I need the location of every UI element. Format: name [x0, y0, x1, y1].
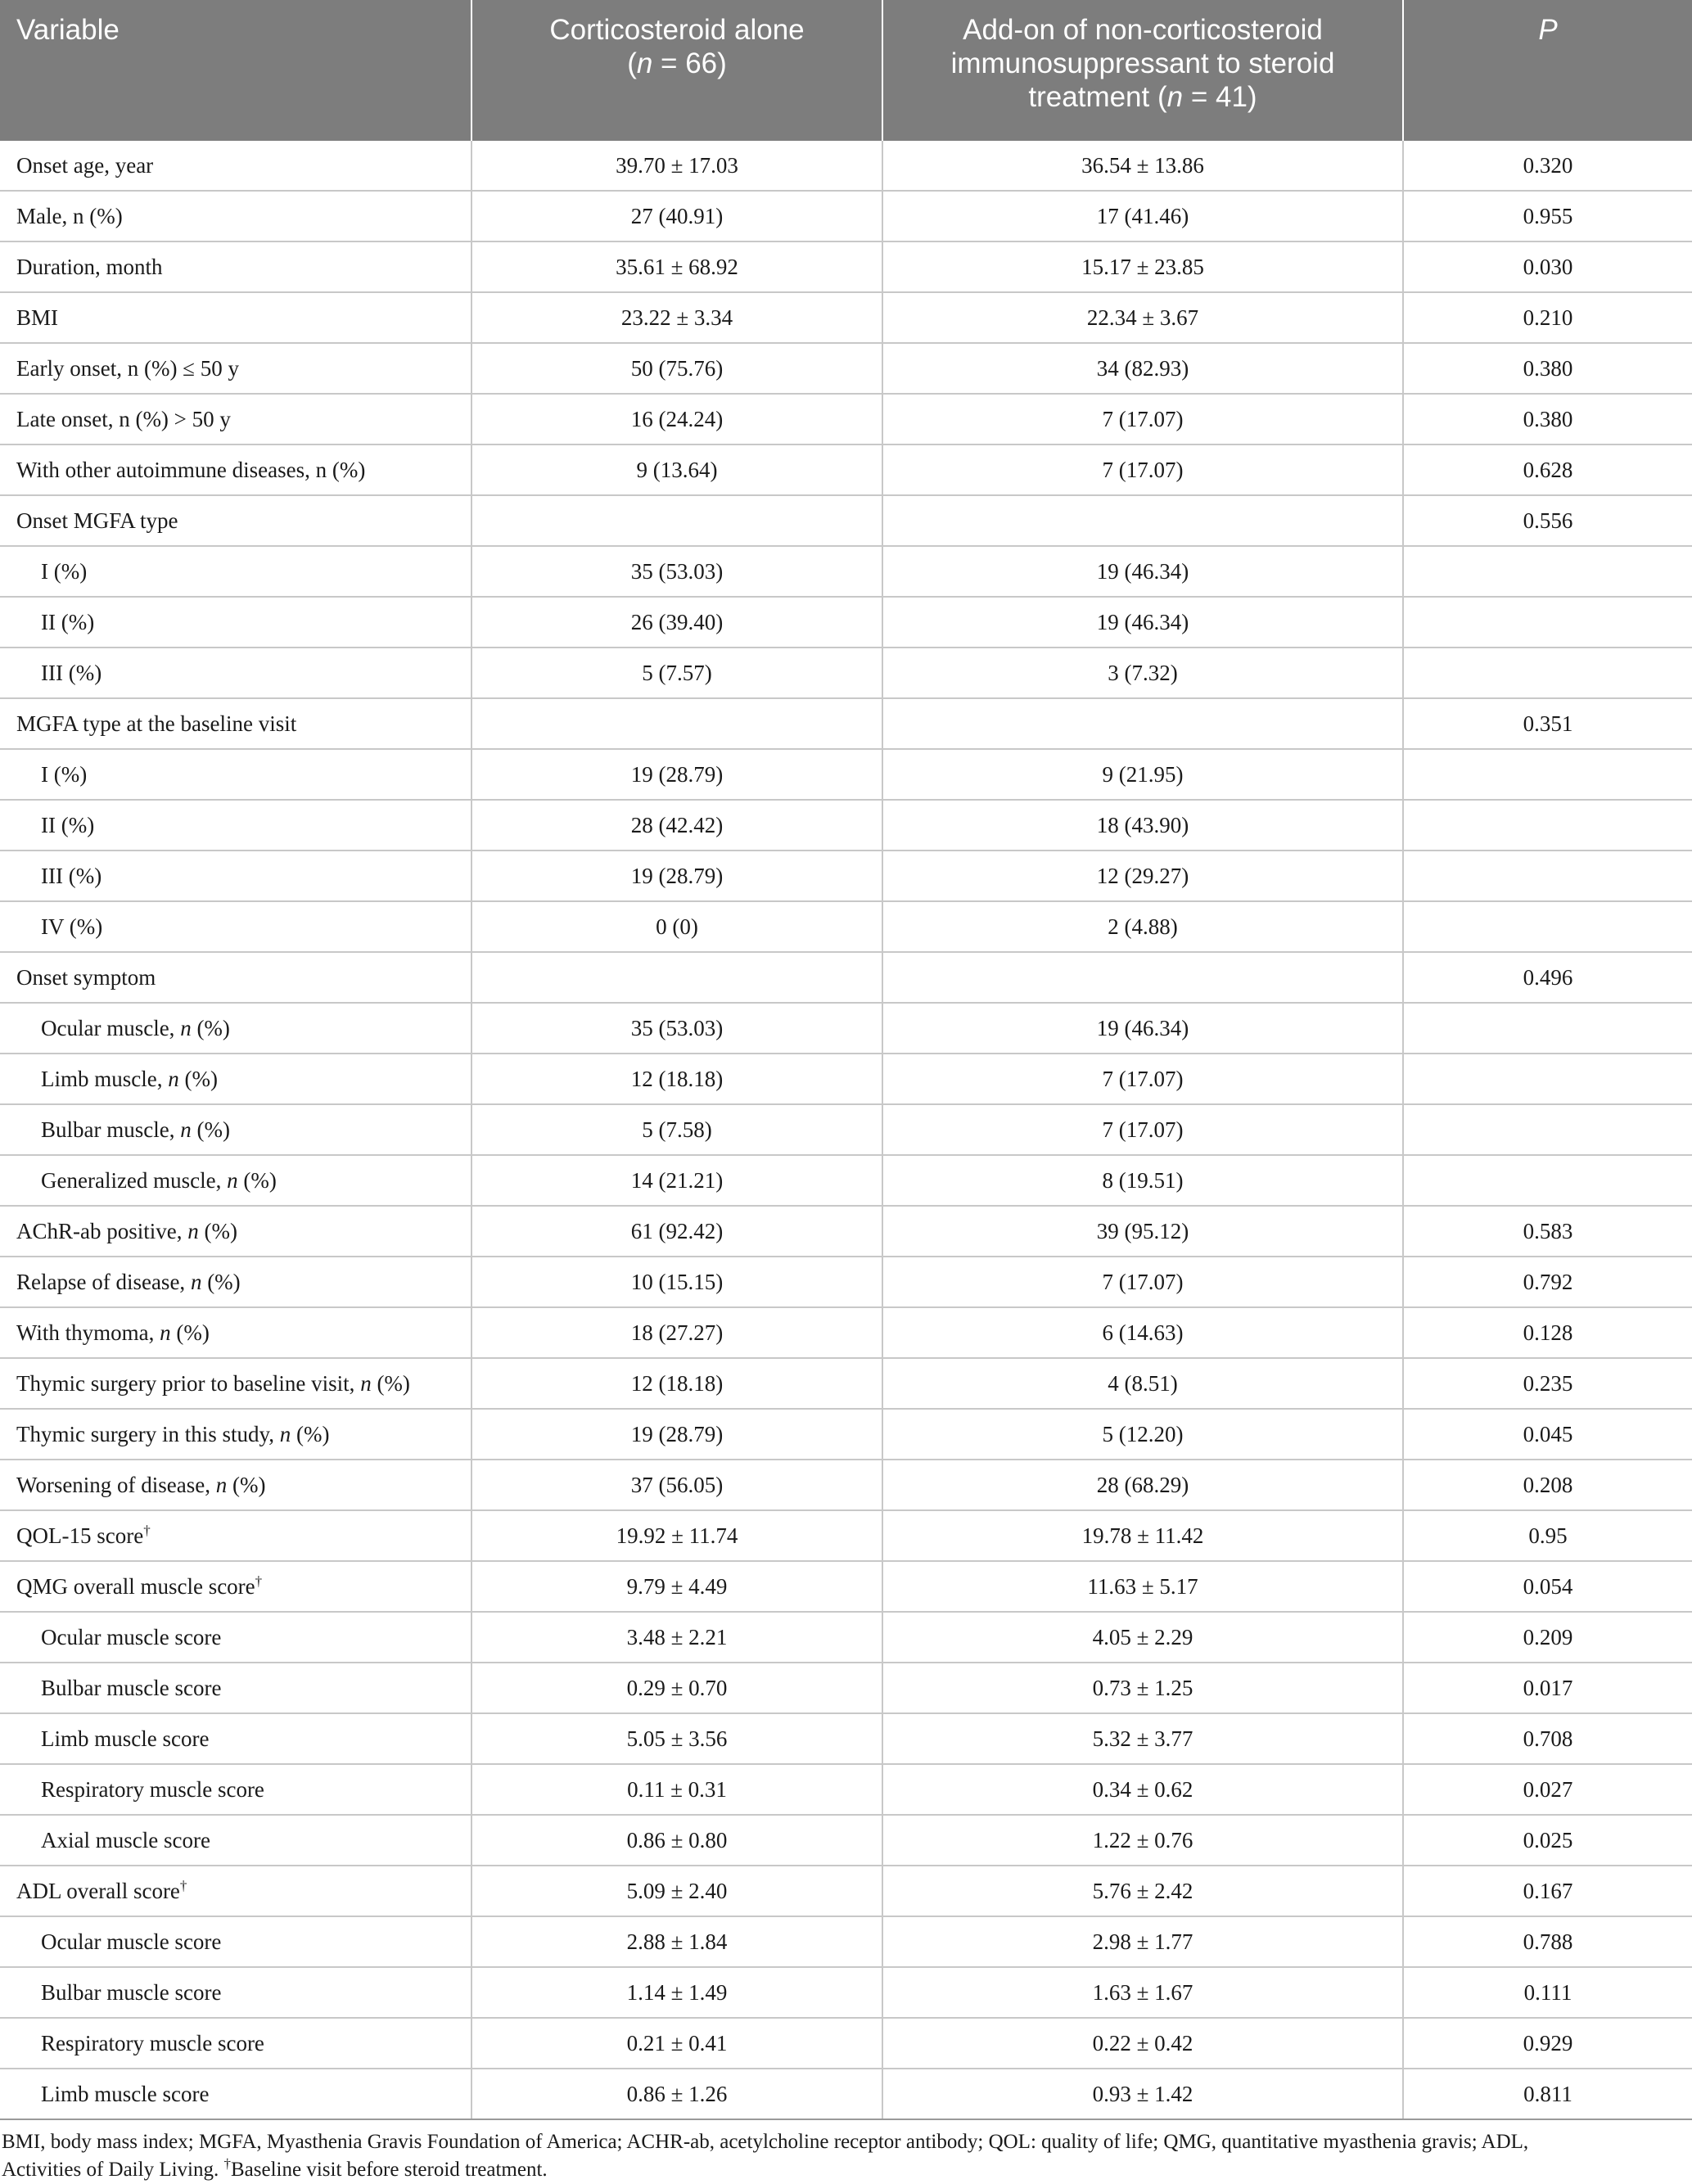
cell-p-value: 0.708: [1403, 1713, 1692, 1764]
cell-corticosteroid-alone: 0.29 ± 0.70: [472, 1663, 882, 1713]
cell-variable: III (%): [0, 851, 472, 901]
table-row: [0, 141, 1692, 191]
cell-variable: Early onset, n (%) ≤ 50 y: [0, 343, 472, 394]
cell-add-on: 2.98 ± 1.77: [882, 1916, 1403, 1967]
cell-add-on: 1.22 ± 0.76: [882, 1815, 1403, 1866]
cell-p-value: [1403, 1155, 1692, 1206]
cell-add-on: 0.73 ± 1.25: [882, 1663, 1403, 1713]
cell-corticosteroid-alone: 0.21 ± 0.41: [472, 2018, 882, 2069]
table-row: [0, 1409, 1692, 1460]
cell-add-on: 9 (21.95): [882, 749, 1403, 800]
cell-variable: III (%): [0, 648, 472, 698]
cell-add-on: 0.22 ± 0.42: [882, 2018, 1403, 2069]
cell-add-on: 18 (43.90): [882, 800, 1403, 851]
table-row: [0, 1054, 1692, 1104]
cell-add-on: 19 (46.34): [882, 597, 1403, 648]
cell-add-on: 5 (12.20): [882, 1409, 1403, 1460]
cell-p-value: 0.792: [1403, 1257, 1692, 1307]
cell-add-on: 7 (17.07): [882, 394, 1403, 444]
cell-corticosteroid-alone: 19 (28.79): [472, 1409, 882, 1460]
table-row: [0, 1257, 1692, 1307]
cell-corticosteroid-alone: 19.92 ± 11.74: [472, 1510, 882, 1561]
cell-corticosteroid-alone: 9 (13.64): [472, 444, 882, 495]
cell-variable: I (%): [0, 546, 472, 597]
cell-variable: Onset MGFA type: [0, 495, 472, 546]
cell-p-value: 0.208: [1403, 1460, 1692, 1510]
cell-add-on: 39 (95.12): [882, 1206, 1403, 1257]
table-row: [0, 1663, 1692, 1713]
cell-p-value: 0.025: [1403, 1815, 1692, 1866]
table-row: [0, 292, 1692, 343]
cell-corticosteroid-alone: 0.86 ± 0.80: [472, 1815, 882, 1866]
cell-corticosteroid-alone: 3.48 ± 2.21: [472, 1612, 882, 1663]
cell-p-value: [1403, 1003, 1692, 1054]
table-row: [0, 1764, 1692, 1815]
cell-variable: Thymic surgery prior to baseline visit, n (%): [0, 1358, 472, 1409]
cell-corticosteroid-alone: 0.86 ± 1.26: [472, 2069, 882, 2119]
cell-p-value: 0.95: [1403, 1510, 1692, 1561]
table-row: [0, 952, 1692, 1003]
cell-corticosteroid-alone: 5 (7.57): [472, 648, 882, 698]
cell-add-on: 2 (4.88): [882, 901, 1403, 952]
cell-p-value: 0.955: [1403, 191, 1692, 241]
cell-add-on: 8 (19.51): [882, 1155, 1403, 1206]
table-header: [0, 0, 1692, 141]
cell-corticosteroid-alone: 5 (7.58): [472, 1104, 882, 1155]
cell-variable: With other autoimmune diseases, n (%): [0, 444, 472, 495]
header-variable: Variable: [0, 0, 472, 141]
cell-p-value: 0.556: [1403, 495, 1692, 546]
table-row: [0, 1916, 1692, 1967]
table-row: [0, 1460, 1692, 1510]
cell-p-value: 0.210: [1403, 292, 1692, 343]
cell-p-value: [1403, 800, 1692, 851]
table-row: [0, 1866, 1692, 1916]
cell-corticosteroid-alone: [472, 952, 882, 1003]
table-row: [0, 2069, 1692, 2119]
cell-corticosteroid-alone: 5.09 ± 2.40: [472, 1866, 882, 1916]
cell-corticosteroid-alone: 12 (18.18): [472, 1358, 882, 1409]
table-row: [0, 800, 1692, 851]
table-row: [0, 1815, 1692, 1866]
cell-variable: II (%): [0, 800, 472, 851]
cell-add-on: 22.34 ± 3.67: [882, 292, 1403, 343]
table-row: [0, 394, 1692, 444]
table-row: [0, 1713, 1692, 1764]
cell-p-value: [1403, 1054, 1692, 1104]
cell-add-on: [882, 952, 1403, 1003]
table-row: [0, 495, 1692, 546]
cell-p-value: [1403, 546, 1692, 597]
cell-variable: II (%): [0, 597, 472, 648]
cell-add-on: 4.05 ± 2.29: [882, 1612, 1403, 1663]
cell-variable: Generalized muscle, n (%): [0, 1155, 472, 1206]
cell-variable: Bulbar muscle, n (%): [0, 1104, 472, 1155]
cell-p-value: [1403, 851, 1692, 901]
cell-p-value: 0.128: [1403, 1307, 1692, 1358]
cell-corticosteroid-alone: 2.88 ± 1.84: [472, 1916, 882, 1967]
cell-add-on: 17 (41.46): [882, 191, 1403, 241]
cell-corticosteroid-alone: 12 (18.18): [472, 1054, 882, 1104]
cell-corticosteroid-alone: 0 (0): [472, 901, 882, 952]
cell-variable: Respiratory muscle score: [0, 1764, 472, 1815]
cell-add-on: 6 (14.63): [882, 1307, 1403, 1358]
cell-corticosteroid-alone: 28 (42.42): [472, 800, 882, 851]
cell-add-on: 36.54 ± 13.86: [882, 141, 1403, 191]
table-row: [0, 1155, 1692, 1206]
cell-add-on: 7 (17.07): [882, 1257, 1403, 1307]
cell-add-on: 11.63 ± 5.17: [882, 1561, 1403, 1612]
cell-add-on: [882, 495, 1403, 546]
cell-p-value: 0.045: [1403, 1409, 1692, 1460]
table-row: [0, 1206, 1692, 1257]
cell-corticosteroid-alone: 35 (53.03): [472, 1003, 882, 1054]
cell-add-on: [882, 698, 1403, 749]
cell-p-value: 0.054: [1403, 1561, 1692, 1612]
cell-p-value: 0.929: [1403, 2018, 1692, 2069]
cell-p-value: [1403, 749, 1692, 800]
cell-corticosteroid-alone: 9.79 ± 4.49: [472, 1561, 882, 1612]
cell-add-on: 7 (17.07): [882, 444, 1403, 495]
cell-p-value: 0.351: [1403, 698, 1692, 749]
cell-p-value: 0.583: [1403, 1206, 1692, 1257]
cell-variable: Onset age, year: [0, 141, 472, 191]
cell-add-on: 7 (17.07): [882, 1054, 1403, 1104]
cell-variable: Axial muscle score: [0, 1815, 472, 1866]
cell-add-on: 5.76 ± 2.42: [882, 1866, 1403, 1916]
table-row: [0, 597, 1692, 648]
table-row: [0, 1510, 1692, 1561]
cell-variable: Onset symptom: [0, 952, 472, 1003]
cell-variable: QMG overall muscle score†: [0, 1561, 472, 1612]
cell-corticosteroid-alone: [472, 698, 882, 749]
cell-p-value: 0.167: [1403, 1866, 1692, 1916]
table-row: [0, 1612, 1692, 1663]
table-row: [0, 698, 1692, 749]
cell-add-on: 5.32 ± 3.77: [882, 1713, 1403, 1764]
cell-variable: Limb muscle score: [0, 1713, 472, 1764]
cell-add-on: 19.78 ± 11.42: [882, 1510, 1403, 1561]
cell-corticosteroid-alone: 19 (28.79): [472, 851, 882, 901]
cell-corticosteroid-alone: 50 (75.76): [472, 343, 882, 394]
cell-corticosteroid-alone: 14 (21.21): [472, 1155, 882, 1206]
table-row: [0, 2018, 1692, 2069]
cell-corticosteroid-alone: 18 (27.27): [472, 1307, 882, 1358]
table-row: [0, 343, 1692, 394]
cell-corticosteroid-alone: 35.61 ± 68.92: [472, 241, 882, 292]
cell-add-on: 3 (7.32): [882, 648, 1403, 698]
cell-p-value: [1403, 648, 1692, 698]
cell-corticosteroid-alone: 35 (53.03): [472, 546, 882, 597]
cell-variable: Ocular muscle, n (%): [0, 1003, 472, 1054]
cell-add-on: 1.63 ± 1.67: [882, 1967, 1403, 2018]
cell-variable: MGFA type at the baseline visit: [0, 698, 472, 749]
cell-variable: AChR-ab positive, n (%): [0, 1206, 472, 1257]
table-body: [0, 141, 1692, 2119]
table-row: [0, 1003, 1692, 1054]
cell-variable: I (%): [0, 749, 472, 800]
cell-p-value: 0.380: [1403, 343, 1692, 394]
cell-p-value: 0.320: [1403, 141, 1692, 191]
cell-p-value: 0.496: [1403, 952, 1692, 1003]
cell-p-value: [1403, 1104, 1692, 1155]
cell-corticosteroid-alone: 26 (39.40): [472, 597, 882, 648]
cell-corticosteroid-alone: 61 (92.42): [472, 1206, 882, 1257]
cell-variable: Respiratory muscle score: [0, 2018, 472, 2069]
cell-p-value: 0.017: [1403, 1663, 1692, 1713]
cell-variable: ADL overall score†: [0, 1866, 472, 1916]
cell-add-on: 7 (17.07): [882, 1104, 1403, 1155]
cell-p-value: 0.788: [1403, 1916, 1692, 1967]
cell-variable: Bulbar muscle score: [0, 1663, 472, 1713]
cell-add-on: 4 (8.51): [882, 1358, 1403, 1409]
cell-corticosteroid-alone: 23.22 ± 3.34: [472, 292, 882, 343]
cell-p-value: [1403, 597, 1692, 648]
cell-variable: Late onset, n (%) > 50 y: [0, 394, 472, 444]
cell-corticosteroid-alone: 10 (15.15): [472, 1257, 882, 1307]
table-row: [0, 1967, 1692, 2018]
cell-corticosteroid-alone: 1.14 ± 1.49: [472, 1967, 882, 2018]
cell-variable: Limb muscle, n (%): [0, 1054, 472, 1104]
cell-variable: IV (%): [0, 901, 472, 952]
cell-variable: Ocular muscle score: [0, 1916, 472, 1967]
cell-corticosteroid-alone: 16 (24.24): [472, 394, 882, 444]
cell-variable: With thymoma, n (%): [0, 1307, 472, 1358]
cell-variable: Worsening of disease, n (%): [0, 1460, 472, 1510]
table-row: [0, 1561, 1692, 1612]
cell-p-value: 0.030: [1403, 241, 1692, 292]
cell-variable: Thymic surgery in this study, n (%): [0, 1409, 472, 1460]
cell-p-value: [1403, 901, 1692, 952]
cell-corticosteroid-alone: 5.05 ± 3.56: [472, 1713, 882, 1764]
cell-corticosteroid-alone: 0.11 ± 0.31: [472, 1764, 882, 1815]
table-row: [0, 546, 1692, 597]
cell-add-on: 0.93 ± 1.42: [882, 2069, 1403, 2119]
table-footnote: BMI, body mass index; MGFA, Myasthenia Gravis Foundation of America; ACHR-ab, acetylcholine receptor antibody; QOL: quality of life; QMG, quantitative myasthenia gravis; ADL, Activities of Daily Living. †Baseline visit before steroid treatment.: [2, 2131, 1529, 2181]
cell-variable: Male, n (%): [0, 191, 472, 241]
table-row: [0, 191, 1692, 241]
cell-add-on: 12 (29.27): [882, 851, 1403, 901]
header-corticosteroid-alone: Corticosteroid alone (n = 66): [472, 0, 882, 141]
table-row: [0, 444, 1692, 495]
cell-p-value: 0.111: [1403, 1967, 1692, 2018]
table-row: [0, 1358, 1692, 1409]
cell-variable: Duration, month: [0, 241, 472, 292]
header-p-value: P: [1403, 0, 1692, 141]
table-row: [0, 901, 1692, 952]
cell-variable: Limb muscle score: [0, 2069, 472, 2119]
cell-add-on: 34 (82.93): [882, 343, 1403, 394]
cell-p-value: 0.628: [1403, 444, 1692, 495]
table-row: [0, 1307, 1692, 1358]
cell-variable: Bulbar muscle score: [0, 1967, 472, 2018]
cell-p-value: 0.027: [1403, 1764, 1692, 1815]
cell-add-on: 0.34 ± 0.62: [882, 1764, 1403, 1815]
cell-variable: Relapse of disease, n (%): [0, 1257, 472, 1307]
header-add-on-immunosuppressant: Add-on of non-corticosteroid immunosuppressant to steroid treatment (n = 41): [882, 0, 1403, 141]
cell-p-value: 0.209: [1403, 1612, 1692, 1663]
cell-variable: BMI: [0, 292, 472, 343]
cell-add-on: 19 (46.34): [882, 1003, 1403, 1054]
cell-corticosteroid-alone: 39.70 ± 17.03: [472, 141, 882, 191]
table-row: [0, 241, 1692, 292]
table-row: [0, 749, 1692, 800]
table-row: [0, 851, 1692, 901]
table-row: [0, 648, 1692, 698]
header-row: [0, 0, 1692, 141]
cell-add-on: 28 (68.29): [882, 1460, 1403, 1510]
cell-corticosteroid-alone: [472, 495, 882, 546]
cell-corticosteroid-alone: 19 (28.79): [472, 749, 882, 800]
cell-corticosteroid-alone: 37 (56.05): [472, 1460, 882, 1510]
cell-p-value: 0.235: [1403, 1358, 1692, 1409]
cell-add-on: 19 (46.34): [882, 546, 1403, 597]
cell-variable: QOL-15 score†: [0, 1510, 472, 1561]
cell-p-value: 0.811: [1403, 2069, 1692, 2119]
cell-p-value: 0.380: [1403, 394, 1692, 444]
cell-corticosteroid-alone: 27 (40.91): [472, 191, 882, 241]
table-row: [0, 1104, 1692, 1155]
cell-variable: Ocular muscle score: [0, 1612, 472, 1663]
cell-add-on: 15.17 ± 23.85: [882, 241, 1403, 292]
